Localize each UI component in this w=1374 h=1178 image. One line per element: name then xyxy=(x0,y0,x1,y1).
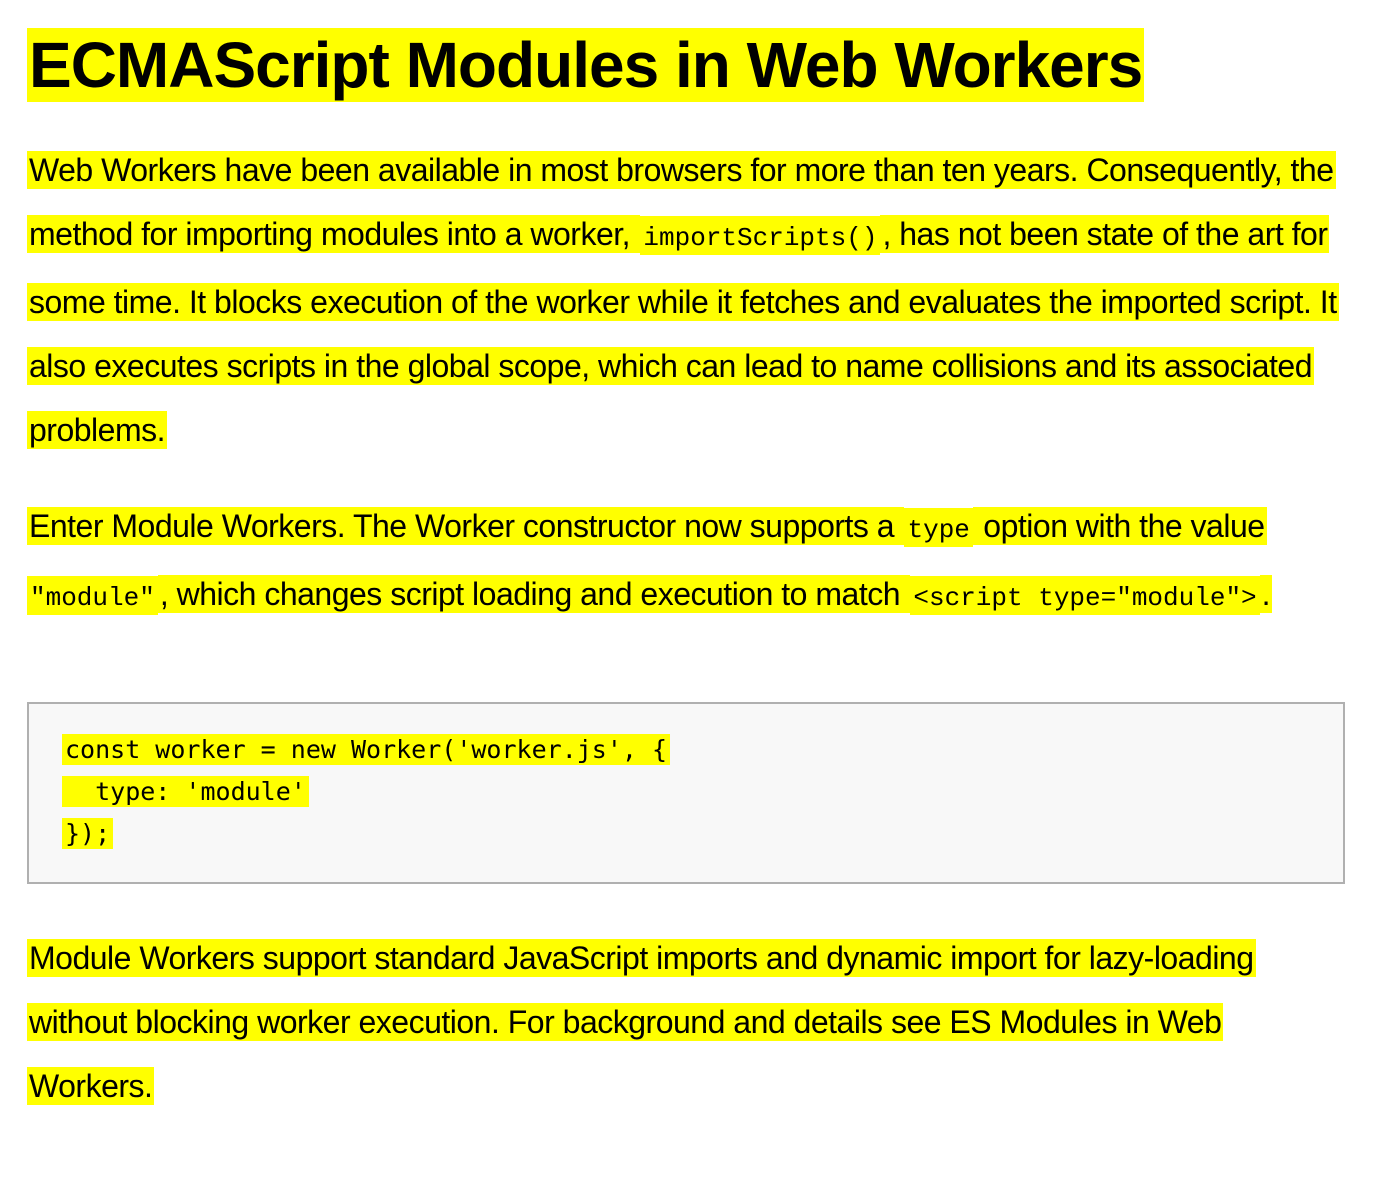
code-block-content xyxy=(62,734,670,849)
paragraph xyxy=(27,494,1345,630)
highlighted-text: Web Workers have been available in most browsers for more than ten years. Consequently, the method for importing modules into a worker, xyxy=(29,152,1334,252)
highlighted-text: . xyxy=(1261,576,1271,612)
paragraph xyxy=(27,138,1345,462)
page-title-text: ECMAScript Modules in Web Workers xyxy=(29,29,1143,101)
highlighted-text: , has not been state of the art for some time. It blocks execution of the worker while it fetches and evaluates the imported script. It also executes scripts in the global scope, which can lead to name collisions and its associated problems. xyxy=(29,216,1337,448)
code-line: type: 'module' xyxy=(62,776,309,807)
code-line: }); xyxy=(62,818,113,849)
paragraph xyxy=(27,926,1345,1118)
highlighted-text: option with the value xyxy=(974,508,1265,544)
inline-code: type xyxy=(904,508,972,547)
highlighted-text: Enter Module Workers. The Worker constructor now supports a xyxy=(29,508,903,544)
highlighted-text: Module Workers support standard JavaScript imports and dynamic import for lazy-loading without blocking worker execution. For background and details see ES Modules in Web Workers. xyxy=(29,940,1254,1104)
inline-code: <script type="module"> xyxy=(910,576,1259,615)
inline-code: importScripts() xyxy=(640,216,880,255)
code-line: const worker = new Worker('worker.js', { xyxy=(62,734,670,765)
page-title xyxy=(27,28,1345,102)
highlighted-text: , which changes script loading and execution to match xyxy=(159,576,909,612)
code-block xyxy=(27,702,1345,884)
inline-code: "module" xyxy=(27,576,158,615)
